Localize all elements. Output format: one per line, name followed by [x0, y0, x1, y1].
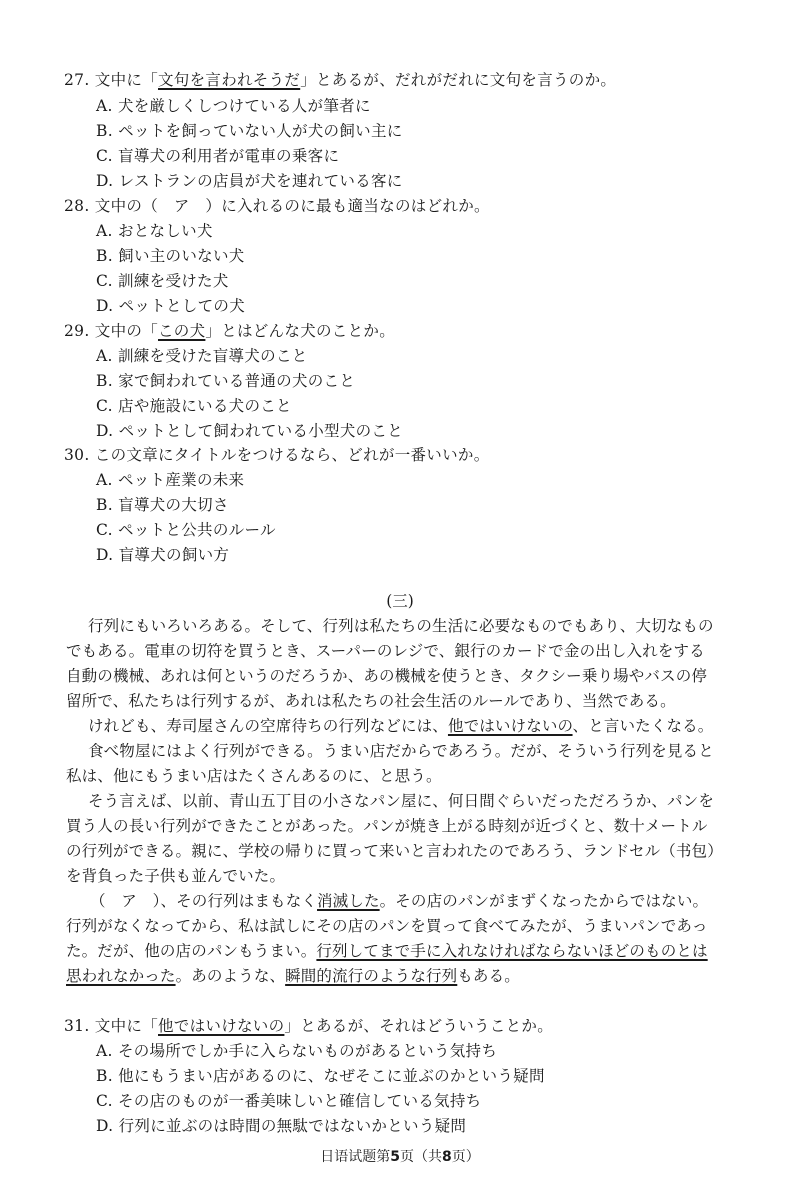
- passage-line: 私は、他にもうまい店はたくさんあるのに、と思う。: [66, 767, 442, 785]
- question-29: 29. 文中の「この犬」とはどんな犬のことか。: [64, 322, 396, 340]
- option-30-a: A. ペット産業の未来: [96, 471, 245, 489]
- option-30-b: B. 盲導犬の大切さ: [96, 496, 229, 514]
- question-number: 28.: [64, 197, 90, 215]
- underlined-phrase: 他ではいけないの: [447, 717, 573, 735]
- question-30: 30. この文章にタイトルをつけるなら、どれが一番いいか。: [64, 446, 490, 464]
- passage-line: 自動の機械、あれは何というのだろうか、あの機械を使うとき、タクシー乗り場やバスの停: [66, 667, 708, 685]
- option-27-d: D. レストランの店員が犬を連れている客に: [96, 172, 403, 190]
- underlined-phrase: 思われなかった: [66, 967, 176, 985]
- option-29-c: C. 店や施設にいる犬のこと: [96, 397, 292, 415]
- passage-line: の行列ができる。親に、学校の帰りに買って来いと言われたのであろう、ランドセル（书包）: [66, 842, 723, 860]
- question-28: 28. 文中の（ ア ）に入れるのに最も適当なのはどれか。: [64, 197, 490, 215]
- option-30-c: C. ペットと公共のルール: [96, 521, 276, 539]
- page-number: 5: [390, 1149, 400, 1165]
- question-number: 27.: [64, 71, 90, 89]
- option-31-d: D. 行列に並ぶのは時間の無駄ではないかという疑問: [96, 1117, 467, 1135]
- underlined-phrase: 瞬間的流行のような行列: [285, 967, 458, 985]
- option-29-d: D. ペットとして飼われている小型犬のこと: [96, 422, 404, 440]
- underlined-phrase: 消滅した: [317, 892, 380, 910]
- option-27-b: B. ペットを飼っていない人が犬の飼い主に: [96, 122, 403, 140]
- passage-line: 食べ物屋にはよく行列ができる。うまい店だからであろう。だが、そういう行列を見ると: [88, 742, 714, 760]
- passage-line: 行列にもいろいろある。そして、行列は私たちの生活に必要なものでもあり、大切なもの: [88, 617, 714, 635]
- question-number: 29.: [64, 322, 90, 340]
- option-29-a: A. 訓練を受けた盲導犬のこと: [96, 347, 308, 365]
- option-31-a: A. その場所でしか手に入らないものがあるという気持ち: [96, 1042, 498, 1060]
- option-28-d: D. ペットとしての犬: [96, 297, 246, 315]
- passage-line: けれども、寿司屋さんの空席待ちの行列などには、他ではいけないの、と言いたくなる。: [88, 717, 714, 735]
- option-27-a: A. 犬を厳しくしつけている人が筆者に: [96, 97, 371, 115]
- passage-line: 留所で、私たちは行列するが、あれは私たちの社会生活のルールであり、当然である。: [66, 692, 676, 710]
- underlined-phrase: 文句を言われそうだ: [158, 71, 301, 89]
- option-28-c: C. 訓練を受けた犬: [96, 272, 229, 290]
- passage-line: を背負った子供も並んでいた。: [66, 867, 286, 885]
- section-title: (三): [386, 592, 414, 610]
- option-28-b: B. 飼い主のいない犬: [96, 247, 245, 265]
- question-31: 31. 文中に「他ではいけないの」とあるが、それはどういうことか。: [64, 1017, 554, 1035]
- option-31-c: C. その店のものが一番美味しいと確信している気持ち: [96, 1092, 482, 1110]
- underlined-phrase: 他ではいけないの: [158, 1017, 285, 1035]
- passage-line: でもある。電車の切符を買うとき、スーパーのレジで、銀行のカードで金の出し入れをする: [66, 642, 705, 660]
- passage-line: 買う人の長い行列ができたことがあった。パンが焼き上がる時刻が近づくと、数十メートル: [66, 817, 708, 835]
- passage-line: そう言えば、以前、青山五丁目の小さなパン屋に、何日間ぐらいだっただろうか、パンを: [88, 792, 715, 810]
- passage-line: た。だが、他の店のパンもうまい。行列してまで手に入れなければならないほどのものとは: [66, 942, 708, 960]
- passage-line: （ ア ）、その行列はまもなく消滅した。その店のパンがまずくなったからではない。: [90, 892, 709, 910]
- underlined-phrase: 行列してまで手に入れなければならないほどのものとは: [316, 942, 708, 960]
- page-footer: 日语试题第5页（共8页）: [320, 1149, 480, 1165]
- option-28-a: A. おとなしい犬: [96, 222, 213, 240]
- option-29-b: B. 家で飼われている普通の犬のこと: [96, 372, 356, 390]
- question-number: 30.: [64, 446, 90, 464]
- passage-line: 行列がなくなってから、私は試しにその店のパンを買って食べてみたが、うまいパンであっ: [66, 917, 708, 935]
- option-27-c: C. 盲導犬の利用者が電車の乗客に: [96, 147, 340, 165]
- underlined-phrase: この犬: [158, 322, 206, 340]
- option-31-b: B. 他にもうまい店があるのに、なぜそこに並ぶのかという疑問: [96, 1067, 545, 1085]
- option-30-d: D. 盲導犬の飼い方: [96, 546, 230, 564]
- passage-line: 思われなかった。あのような、瞬間的流行のような行列もある。: [66, 967, 520, 985]
- question-27: 27. 文中に「文句を言われそうだ」とあるが、だれがだれに文句を言うのか。: [64, 71, 617, 89]
- page-total: 8: [442, 1149, 452, 1165]
- question-number: 31.: [64, 1017, 90, 1035]
